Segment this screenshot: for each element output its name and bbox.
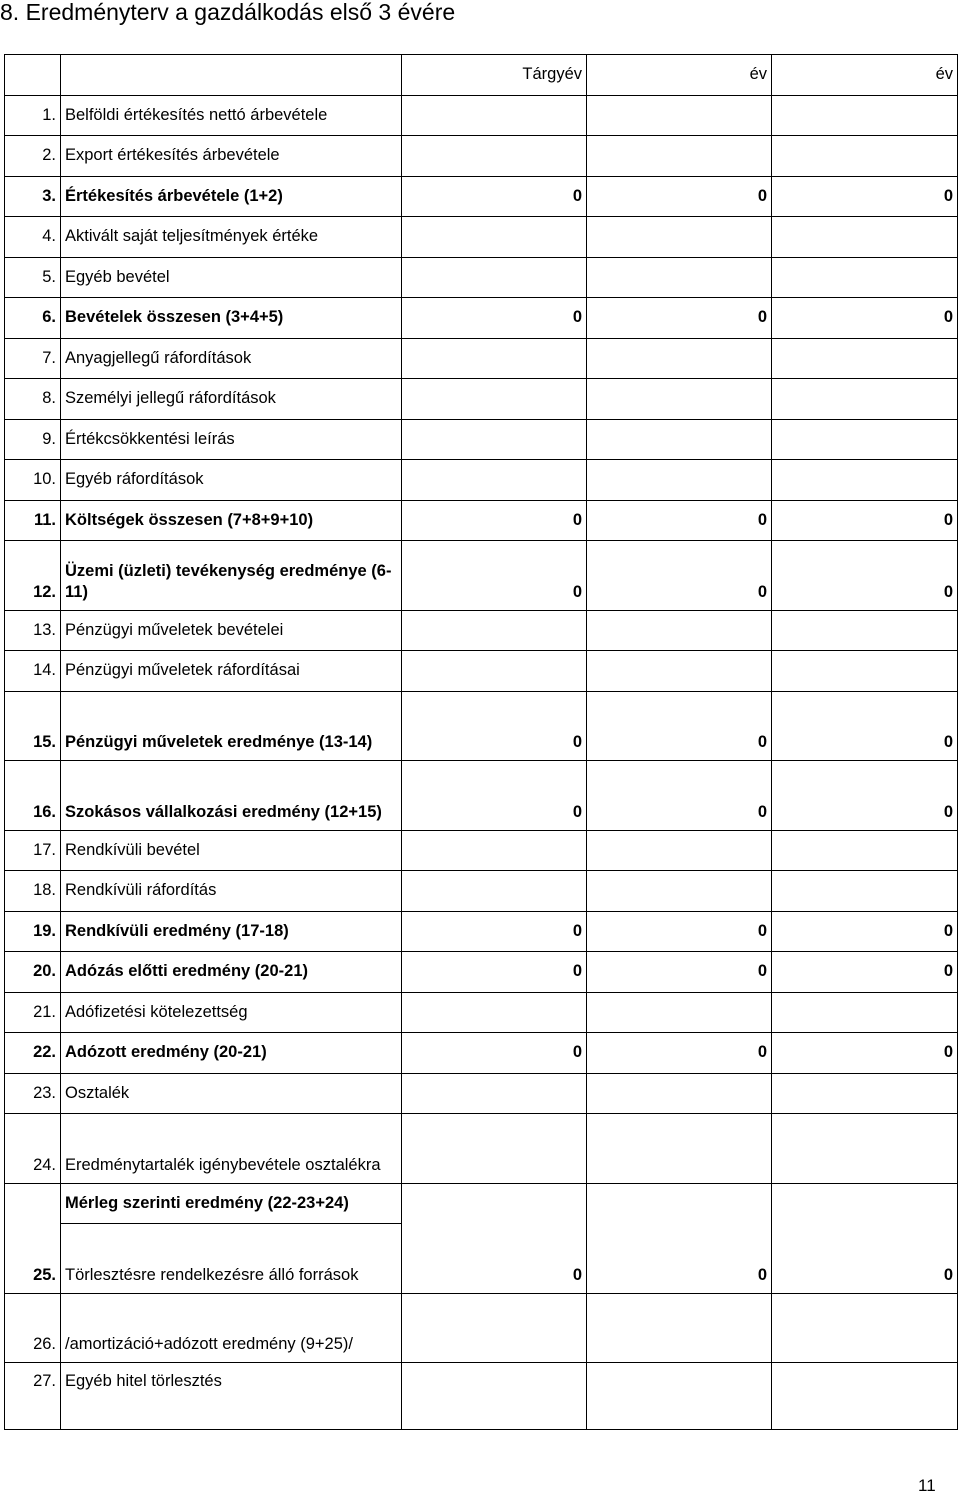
table-row-spacer	[5, 1411, 958, 1430]
row-value-1	[402, 419, 587, 460]
row-label: Osztalék	[61, 1073, 402, 1114]
row-value-1	[402, 257, 587, 298]
row-number: 25.	[5, 1224, 61, 1294]
header-num-cell	[5, 55, 61, 96]
row-value-2	[587, 871, 772, 912]
row-value-1	[402, 136, 587, 177]
row-value-1: 0	[402, 691, 587, 761]
row-value-3	[772, 136, 958, 177]
row-number: 27.	[5, 1363, 61, 1411]
row-value-1	[402, 1363, 587, 1411]
row-label: Belföldi értékesítés nettó árbevétele	[61, 95, 402, 136]
row-number: 12.	[5, 541, 61, 611]
table-row	[5, 952, 958, 993]
row-value-2	[587, 1114, 772, 1184]
row-label: Pénzügyi műveletek ráfordításai	[61, 651, 402, 692]
table-row	[5, 1363, 958, 1411]
row-value-2	[587, 1293, 772, 1363]
row-number: 17.	[5, 830, 61, 871]
row-label: Adózott eredmény (20-21)	[61, 1033, 402, 1074]
row-number: 7.	[5, 338, 61, 379]
row-value-2	[587, 338, 772, 379]
row-value-2: 0	[587, 911, 772, 952]
row-value-2	[587, 610, 772, 651]
row-value-3: 0	[772, 952, 958, 993]
row-value-3	[772, 1293, 958, 1363]
row-value-1	[402, 217, 587, 258]
row-label: Eredménytartalék igénybevétele osztalékra	[61, 1114, 402, 1184]
row-value-2: 0	[587, 298, 772, 339]
table-row	[5, 176, 958, 217]
row-value-3	[772, 379, 958, 420]
table-row	[5, 136, 958, 177]
row-value-2: 0	[587, 1033, 772, 1074]
row-value-1: 0	[402, 541, 587, 611]
row-value-3	[772, 419, 958, 460]
row-value-3	[772, 257, 958, 298]
row-number: 10.	[5, 460, 61, 501]
row-label: Személyi jellegű ráfordítások	[61, 379, 402, 420]
row-number: 14.	[5, 651, 61, 692]
row-value-2: 0	[587, 761, 772, 831]
spacer-cell	[5, 1411, 61, 1430]
table-row	[5, 1183, 958, 1224]
row-value-3	[772, 610, 958, 651]
row-value-2	[587, 651, 772, 692]
row-value-1: 0	[402, 1033, 587, 1074]
row-value-3	[772, 460, 958, 501]
row-number: 16.	[5, 761, 61, 831]
row-value-1	[402, 1293, 587, 1363]
table-row	[5, 1073, 958, 1114]
table-row	[5, 610, 958, 651]
row-value-2	[587, 136, 772, 177]
table-row	[5, 500, 958, 541]
row-value-3: 0	[772, 761, 958, 831]
row-value-3	[772, 830, 958, 871]
row-number: 18.	[5, 871, 61, 912]
row-label: Export értékesítés árbevétele	[61, 136, 402, 177]
row-number: 6.	[5, 298, 61, 339]
table-row	[5, 95, 958, 136]
row-label: Pénzügyi műveletek eredménye (13-14)	[61, 691, 402, 761]
table-row	[5, 830, 958, 871]
header-label-cell	[61, 55, 402, 96]
row-value-1	[402, 871, 587, 912]
row-value-2: 0	[587, 176, 772, 217]
row-value-2: 0	[587, 952, 772, 993]
row-label: Mérleg szerinti eredmény (22-23+24)	[61, 1183, 402, 1224]
table-row	[5, 871, 958, 912]
row-value-1	[402, 338, 587, 379]
row-value-2	[587, 460, 772, 501]
row-number: 1.	[5, 95, 61, 136]
header-col2: év	[587, 55, 772, 96]
row-value-2	[587, 419, 772, 460]
row-number: 3.	[5, 176, 61, 217]
row-value-2: 0	[587, 1224, 772, 1294]
table-row	[5, 1293, 958, 1363]
row-value-1: 0	[402, 500, 587, 541]
row-number: 4.	[5, 217, 61, 258]
row-number	[5, 1183, 61, 1224]
row-value-2	[587, 830, 772, 871]
row-number: 9.	[5, 419, 61, 460]
row-label: Egyéb bevétel	[61, 257, 402, 298]
row-number: 11.	[5, 500, 61, 541]
row-number: 22.	[5, 1033, 61, 1074]
income-plan-table	[4, 54, 958, 1430]
spacer-cell	[61, 1411, 402, 1430]
page-number: 11	[918, 1476, 936, 1495]
row-value-1	[402, 992, 587, 1033]
table-row	[5, 1114, 958, 1184]
spacer-cell	[772, 1411, 958, 1430]
row-label: Bevételek összesen (3+4+5)	[61, 298, 402, 339]
row-value-3	[772, 1114, 958, 1184]
row-value-3	[772, 871, 958, 912]
row-number: 15.	[5, 691, 61, 761]
row-number: 20.	[5, 952, 61, 993]
row-label: Aktivált saját teljesítmények értéke	[61, 217, 402, 258]
table-row	[5, 541, 958, 611]
row-label: Rendkívüli eredmény (17-18)	[61, 911, 402, 952]
row-value-2	[587, 379, 772, 420]
row-label: Rendkívüli ráfordítás	[61, 871, 402, 912]
row-number: 26.	[5, 1293, 61, 1363]
row-value-3	[772, 95, 958, 136]
row-value-1	[402, 830, 587, 871]
row-value-1: 0	[402, 761, 587, 831]
page-title: 8. Eredményterv a gazdálkodás első 3 évére	[0, 0, 456, 25]
row-label: Üzemi (üzleti) tevékenység eredménye (6-11)	[61, 541, 402, 611]
row-value-3: 0	[772, 541, 958, 611]
spacer-cell	[402, 1411, 587, 1430]
row-value-1: 0	[402, 1224, 587, 1294]
row-label: Törlesztésre rendelkezésre álló források	[61, 1224, 402, 1294]
row-number: 8.	[5, 379, 61, 420]
row-number: 21.	[5, 992, 61, 1033]
table-row	[5, 911, 958, 952]
row-value-3	[772, 1363, 958, 1411]
row-value-1	[402, 610, 587, 651]
header-col1: Tárgyév	[402, 55, 587, 96]
row-label: Anyagjellegű ráfordítások	[61, 338, 402, 379]
row-value-2	[587, 1073, 772, 1114]
row-value-1	[402, 379, 587, 420]
table-row	[5, 217, 958, 258]
row-value-3	[772, 1183, 958, 1224]
table-row	[5, 298, 958, 339]
row-value-2	[587, 257, 772, 298]
row-value-1: 0	[402, 298, 587, 339]
row-value-3: 0	[772, 500, 958, 541]
row-value-3: 0	[772, 691, 958, 761]
table-row	[5, 460, 958, 501]
table-row	[5, 338, 958, 379]
row-value-1: 0	[402, 176, 587, 217]
row-label: Egyéb ráfordítások	[61, 460, 402, 501]
header-row	[5, 55, 958, 96]
table-row	[5, 651, 958, 692]
row-value-3: 0	[772, 1224, 958, 1294]
row-value-1	[402, 1073, 587, 1114]
table-row	[5, 691, 958, 761]
header-col3: év	[772, 55, 958, 96]
row-label: Adófizetési kötelezettség	[61, 992, 402, 1033]
table-row	[5, 1224, 958, 1294]
row-label: Értékesítés árbevétele (1+2)	[61, 176, 402, 217]
row-value-2	[587, 95, 772, 136]
table-row	[5, 419, 958, 460]
row-number: 24.	[5, 1114, 61, 1184]
row-value-2	[587, 992, 772, 1033]
row-value-3	[772, 992, 958, 1033]
row-value-3	[772, 651, 958, 692]
row-value-1	[402, 1183, 587, 1224]
row-number: 2.	[5, 136, 61, 177]
row-value-2	[587, 1363, 772, 1411]
row-label: Adózás előtti eredmény (20-21)	[61, 952, 402, 993]
row-label: Egyéb hitel törlesztés	[61, 1363, 402, 1411]
row-value-3	[772, 338, 958, 379]
row-value-1	[402, 651, 587, 692]
row-value-1	[402, 95, 587, 136]
row-value-2: 0	[587, 541, 772, 611]
table-row	[5, 992, 958, 1033]
row-value-2	[587, 1183, 772, 1224]
table-row	[5, 1033, 958, 1074]
row-label: Értékcsökkentési leírás	[61, 419, 402, 460]
row-label: Költségek összesen (7+8+9+10)	[61, 500, 402, 541]
row-value-3	[772, 217, 958, 258]
row-label: Rendkívüli bevétel	[61, 830, 402, 871]
spacer-cell	[587, 1411, 772, 1430]
row-number: 23.	[5, 1073, 61, 1114]
row-number: 5.	[5, 257, 61, 298]
row-value-3: 0	[772, 1033, 958, 1074]
row-label: /amortizáció+adózott eredmény (9+25)/	[61, 1293, 402, 1363]
row-value-1	[402, 1114, 587, 1184]
row-value-2: 0	[587, 500, 772, 541]
row-label: Pénzügyi műveletek bevételei	[61, 610, 402, 651]
table-row	[5, 257, 958, 298]
row-value-3	[772, 1073, 958, 1114]
row-value-1: 0	[402, 911, 587, 952]
row-value-1	[402, 460, 587, 501]
row-number: 13.	[5, 610, 61, 651]
row-value-3: 0	[772, 298, 958, 339]
row-value-2: 0	[587, 691, 772, 761]
row-value-3: 0	[772, 911, 958, 952]
row-value-1: 0	[402, 952, 587, 993]
table-row	[5, 379, 958, 420]
table-row	[5, 761, 958, 831]
row-value-2	[587, 217, 772, 258]
row-value-3: 0	[772, 176, 958, 217]
row-number: 19.	[5, 911, 61, 952]
row-label: Szokásos vállalkozási eredmény (12+15)	[61, 761, 402, 831]
